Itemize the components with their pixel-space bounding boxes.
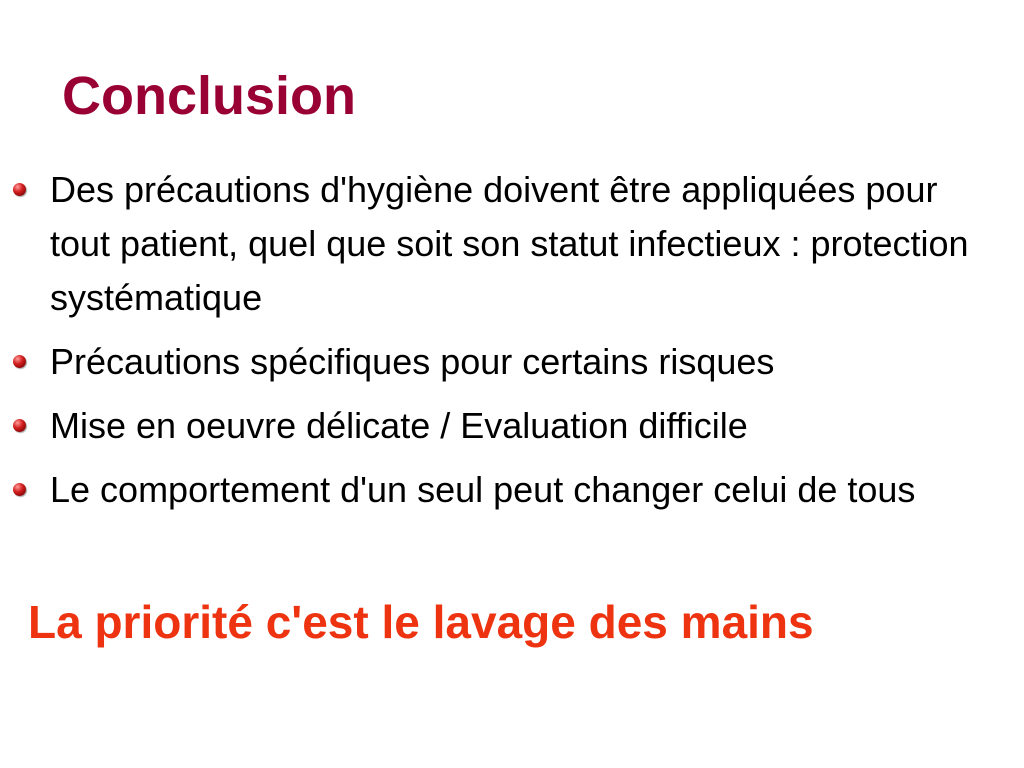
red-sphere-bullet-icon xyxy=(13,483,26,496)
bullet-text: Des précautions d'hygiène doivent être appliquées pour tout patient, quel que soit son statut infectieux : protection systématique xyxy=(50,169,969,318)
bullet-item xyxy=(0,335,1000,389)
key-message: La priorité c'est le lavage des mains xyxy=(28,596,814,648)
bullet-item xyxy=(0,463,1000,517)
slide-title: Conclusion xyxy=(62,66,356,126)
red-sphere-bullet-icon xyxy=(13,419,26,432)
bullet-item xyxy=(0,399,1000,453)
bullet-text: Précautions spécifiques pour certains risques xyxy=(50,341,775,382)
red-sphere-bullet-icon xyxy=(13,183,26,196)
red-sphere-bullet-icon xyxy=(13,355,26,368)
bullet-item xyxy=(0,163,1000,325)
bullet-text: Mise en oeuvre délicate / Evaluation difficile xyxy=(50,405,748,446)
bullet-text: Le comportement d'un seul peut changer celui de tous xyxy=(50,469,916,510)
bullet-list xyxy=(0,163,1000,527)
